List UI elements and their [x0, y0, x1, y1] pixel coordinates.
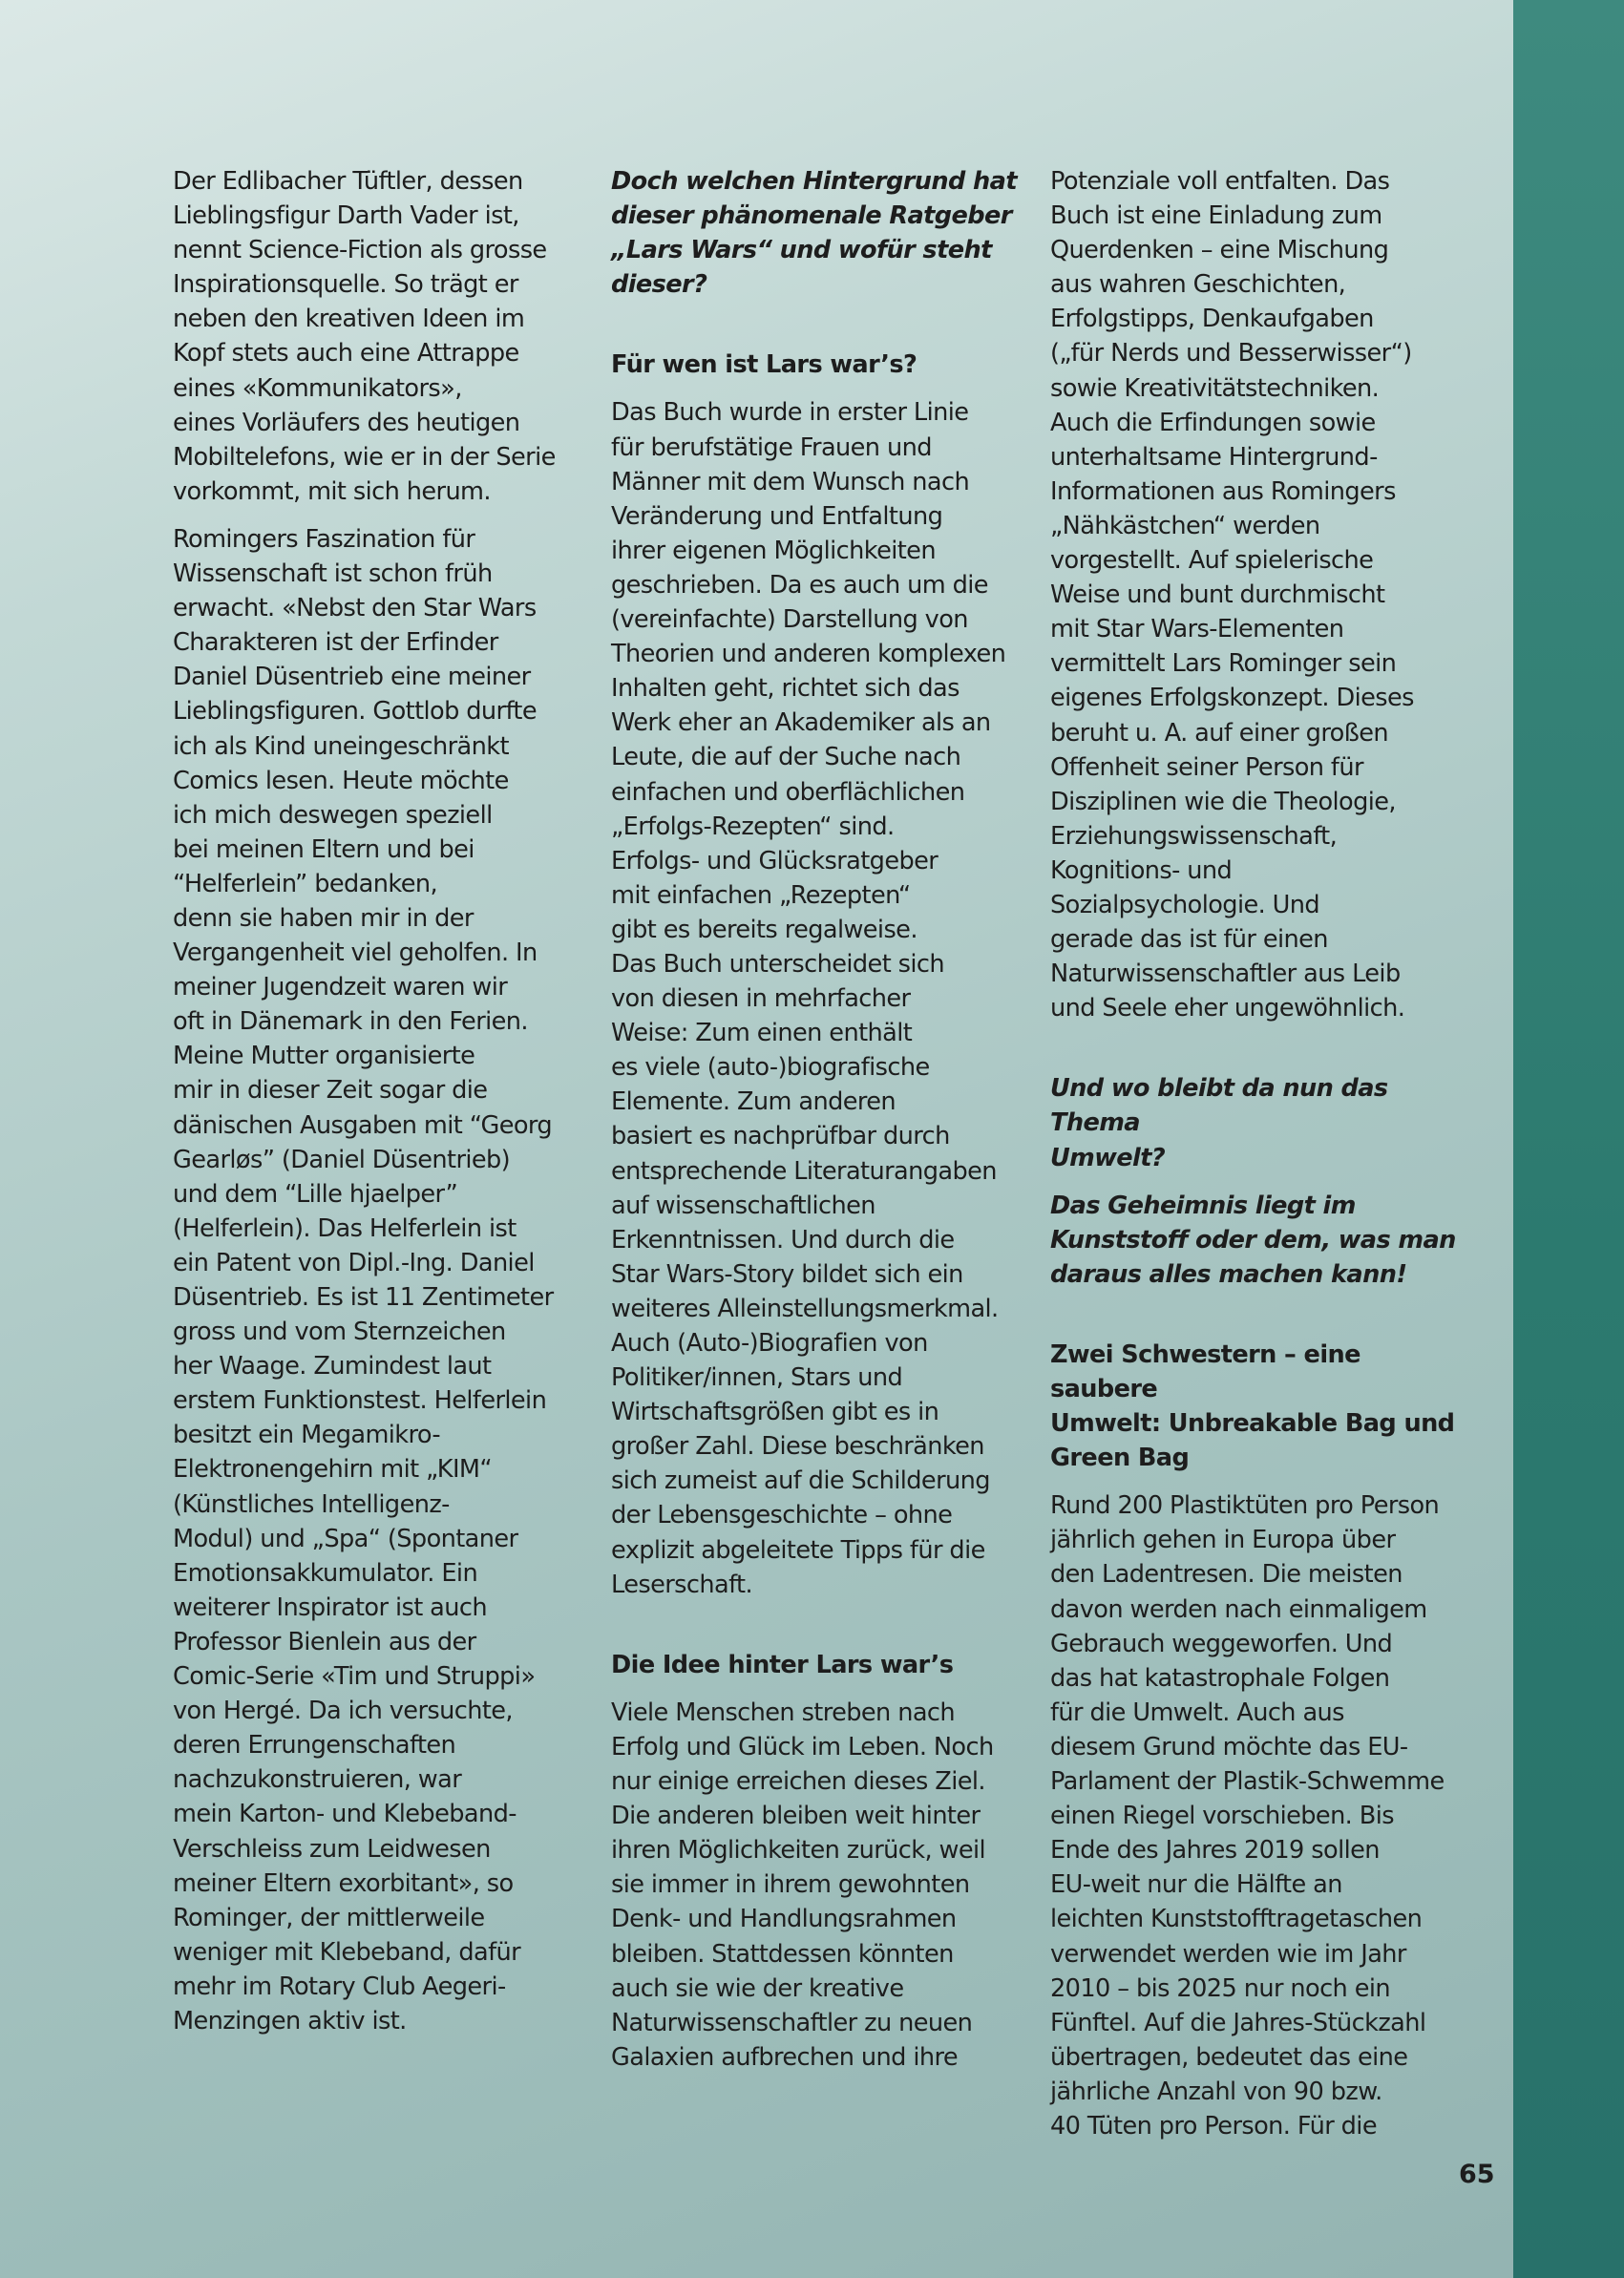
text-line: Denk- und Handlungsrahmen [611, 1905, 957, 1934]
article-column-1 [173, 164, 579, 2052]
text-line: erwacht. «Nebst den Star Wars [173, 594, 537, 623]
text-line: neben den kreativen Ideen im [173, 305, 525, 334]
text-line: Green Bag [1050, 1444, 1190, 1473]
text-line: eines «Kommunikators», [173, 373, 462, 403]
text-line: nachzukonstruieren, war [173, 1765, 462, 1795]
text-line: vorgestellt. Auf spielerische [1050, 546, 1374, 576]
text-line: dieser phänomenale Ratgeber [611, 201, 1012, 231]
text-line: Auch die Erfindungen sowie [1050, 408, 1376, 437]
text-line: Viele Menschen streben nach [611, 1698, 955, 1727]
text-line: Daniel Düsentrieb eine meiner [173, 663, 531, 692]
body-paragraph [1050, 1488, 1456, 2143]
text-line: bleiben. Stattdessen könnten [611, 1939, 954, 1969]
text-line: Vergangenheit viel geholfen. In [173, 939, 538, 968]
text-line: es viele (auto-)biografische [611, 1053, 930, 1083]
text-line: für berufstätige Frauen und [611, 432, 932, 462]
text-line: mein Karton- und Klebeband- [173, 1800, 517, 1829]
body-paragraph [173, 164, 579, 509]
text-line: nur einige erreichen dieses Ziel. [611, 1767, 985, 1797]
text-line: Der Edlibacher Tüftler, dessen [173, 167, 523, 196]
text-line: Erfolgs- und Glücksratgeber [611, 846, 939, 875]
text-line: Lieblingsfiguren. Gottlob durfte [173, 697, 538, 727]
article-column-2 [611, 164, 1017, 2088]
text-line: her Waage. Zumindest laut [173, 1352, 492, 1382]
section-heading: Die Idee hinter Lars war’s [611, 1650, 954, 1679]
text-line: Erfolg und Glück im Leben. Noch [611, 1732, 994, 1761]
body-paragraph [173, 522, 579, 2038]
text-line: vermittelt Lars Rominger sein [1050, 649, 1397, 679]
text-line: weiteres Alleinstellungsmerkmal. [611, 1294, 999, 1323]
text-line: leichten Kunststofftragetaschen [1050, 1905, 1423, 1934]
text-line: Ende des Jahres 2019 sollen [1050, 1836, 1380, 1866]
text-line: „Nähkästchen“ werden [1050, 511, 1320, 540]
text-line: Das Geheimnis liegt im [1050, 1191, 1356, 1220]
text-line: Elektronengehirn mit „KIM“ [173, 1455, 493, 1485]
text-line: Erziehungswissenschaft, [1050, 821, 1338, 851]
text-line: Veränderung und Entfaltung [611, 501, 943, 531]
text-line: Rominger, der mittlerweile [173, 1903, 485, 1932]
text-line: Politiker/innen, Stars und [611, 1363, 903, 1393]
body-paragraph [611, 1696, 1017, 2075]
text-line: Modul) und „Spa“ (Spontaner [173, 1524, 518, 1553]
text-line: mehr im Rotary Club Aegeri- [173, 1972, 506, 2001]
question-heading [1050, 1071, 1456, 1174]
body-paragraph [1050, 164, 1456, 1025]
section-heading: Für wen ist Lars war’s? [611, 350, 917, 380]
body-paragraph [611, 395, 1017, 1601]
text-line: Wissenschaft ist schon früh [173, 559, 493, 589]
text-line: beruht u. A. auf einer großen [1050, 718, 1389, 748]
text-line: besitzt ein Megamikro- [173, 1421, 441, 1450]
text-line: (vereinfachte) Darstellung von [611, 605, 968, 635]
text-line: eigenes Erfolgskonzept. Dieses [1050, 684, 1414, 713]
text-line: Und wo bleibt da nun das Thema [1050, 1074, 1388, 1138]
text-line: mit einfachen „Rezepten“ [611, 880, 911, 910]
text-line: dieser? [611, 270, 707, 300]
text-line: aus wahren Geschichten, [1050, 270, 1346, 300]
text-line: erstem Funktionstest. Helferlein [173, 1386, 547, 1416]
article-column-3 [1050, 164, 1456, 2157]
text-line: Auch (Auto-)Biografien von [611, 1329, 928, 1358]
text-line: Professor Bienlein aus der [173, 1627, 476, 1656]
text-line: Leute, die auf der Suche nach [611, 743, 961, 772]
text-line: gerade das ist für einen [1050, 925, 1328, 955]
text-line: Naturwissenschaftler aus Leib [1050, 960, 1401, 989]
text-line: auf wissenschaftlichen [611, 1191, 875, 1220]
text-line: gibt es bereits regalweise. [611, 915, 917, 944]
text-line: Querdenken – eine Mischung [1050, 236, 1389, 265]
text-line: Romingers Faszination für [173, 524, 475, 554]
text-line: Comics lesen. Heute möchte [173, 766, 509, 795]
text-line: Parlament der Plastik-Schwemme [1050, 1767, 1445, 1797]
text-line: entsprechende Literaturangaben [611, 1156, 997, 1186]
text-line: Offenheit seiner Person für [1050, 752, 1363, 782]
text-line: Menzingen aktiv ist. [173, 2006, 407, 2035]
text-line: einfachen und oberflächlichen [611, 777, 965, 807]
text-line: großer Zahl. Diese beschränken [611, 1432, 984, 1462]
text-line: („für Nerds und Besserwisser“) [1050, 339, 1412, 369]
text-line: mir in dieser Zeit sogar die [173, 1076, 488, 1106]
text-line: Kunststoff oder dem, was man [1050, 1225, 1456, 1255]
text-line: einen Riegel vorschieben. Bis [1050, 1802, 1394, 1831]
text-line: jährliche Anzahl von 90 bzw. [1050, 2077, 1382, 2106]
text-line: verwendet werden wie im Jahr [1050, 1939, 1406, 1969]
text-line: Gebrauch weggeworfen. Und [1050, 1629, 1393, 1658]
text-line: geschrieben. Da es auch um die [611, 570, 988, 600]
text-line: Gearløs” (Daniel Düsentrieb) [173, 1145, 511, 1174]
text-line: ich als Kind uneingeschränkt [173, 731, 509, 761]
text-line: Informationen aus Romingers [1050, 476, 1396, 506]
text-line: „Lars Wars“ und wofür steht [611, 236, 992, 265]
text-line: daraus alles machen kann! [1050, 1259, 1407, 1289]
text-line: auch sie wie der kreative [611, 1973, 904, 2003]
text-line: Das Buch wurde in erster Linie [611, 398, 969, 428]
text-line: Elemente. Zum anderen [611, 1087, 896, 1117]
text-line: EU-weit nur die Hälfte an [1050, 1870, 1342, 1900]
text-line: Comic-Serie «Tim und Struppi» [173, 1662, 536, 1692]
text-line: vorkommt, mit sich herum. [173, 476, 491, 506]
text-line: bei meinen Eltern und bei [173, 834, 475, 864]
text-line: mit Star Wars-Elementen [1050, 615, 1344, 644]
text-line: deren Errungenschaften [173, 1731, 456, 1761]
text-line: ich mich deswegen speziell [173, 800, 493, 830]
text-line: “Helferlein” bedanken, [173, 869, 437, 898]
text-line: unterhaltsame Hintergrund- [1050, 442, 1378, 472]
text-line: weniger mit Klebeband, dafür [173, 1937, 521, 1967]
text-line: davon werden nach einmaligem [1050, 1594, 1427, 1624]
text-line: Männer mit dem Wunsch nach [611, 467, 970, 496]
text-line: Doch welchen Hintergrund hat [611, 167, 1017, 196]
section-heading [1050, 1338, 1456, 1475]
text-line: 40 Tüten pro Person. Für die [1050, 2111, 1377, 2141]
text-line: explizit abgeleitete Tipps für die [611, 1535, 985, 1565]
side-color-band [1513, 0, 1624, 2278]
text-line: Naturwissenschaftler zu neuen [611, 2008, 973, 2037]
text-line: Rund 200 Plastiktüten pro Person [1050, 1491, 1440, 1521]
text-line: Kognitions- und [1050, 855, 1233, 885]
text-line: Fünftel. Auf die Jahres-Stückzahl [1050, 2008, 1426, 2037]
text-line: denn sie haben mir in der [173, 903, 474, 933]
text-line: Star Wars-Story bildet sich ein [611, 1259, 963, 1289]
text-line: Inspirationsquelle. So trägt er [173, 270, 518, 300]
text-line: das hat katastrophale Folgen [1050, 1663, 1390, 1693]
text-line: sich zumeist auf die Schilderung [611, 1466, 990, 1496]
text-line: Weise und bunt durchmischt [1050, 580, 1385, 610]
text-line: Potenziale voll entfalten. Das [1050, 167, 1390, 196]
text-line: sowie Kreativitätstechniken. [1050, 373, 1380, 403]
text-line: für die Umwelt. Auch aus [1050, 1698, 1344, 1727]
text-line: „Erfolgs-Rezepten“ sind. [611, 812, 895, 841]
text-line: Inhalten geht, richtet sich das [611, 674, 960, 704]
answer-highlight [1050, 1189, 1456, 1292]
text-line: Verschleiss zum Leidwesen [173, 1834, 491, 1864]
page-number: 65 [1459, 2160, 1495, 2189]
text-line: meiner Eltern exorbitant», so [173, 1868, 514, 1898]
text-line: sie immer in ihrem gewohnten [611, 1870, 970, 1900]
text-line: Lieblingsfigur Darth Vader ist, [173, 201, 519, 231]
lead-question [611, 164, 1017, 302]
text-line: der Lebensgeschichte – ohne [611, 1501, 953, 1530]
text-line: Galaxien aufbrechen und ihre [611, 2042, 958, 2072]
text-line: Buch ist eine Einladung zum [1050, 201, 1382, 231]
text-line: Umwelt: Unbreakable Bag und [1050, 1409, 1455, 1439]
text-line: ihren Möglichkeiten zurück, weil [611, 1836, 986, 1866]
text-line: Das Buch unterscheidet sich [611, 949, 944, 979]
text-line: Charakteren ist der Erfinder [173, 628, 498, 658]
text-line: Sozialpsychologie. Und [1050, 890, 1320, 919]
text-line: und dem “Lille hjaelper” [173, 1179, 458, 1209]
text-line: Theorien und anderen komplexen [611, 640, 1006, 669]
text-line: Kopf stets auch eine Attrappe [173, 339, 519, 369]
text-line: Werk eher an Akademiker als an [611, 708, 991, 738]
text-line: Weise: Zum einen enthält [611, 1019, 913, 1048]
text-line: gross und vom Sternzeichen [173, 1318, 506, 1347]
text-line: weiterer Inspirator ist auch [173, 1592, 487, 1622]
text-line: Umwelt? [1050, 1143, 1166, 1172]
text-line: nennt Science-Fiction als grosse [173, 236, 547, 265]
text-line: (Helferlein). Das Helferlein ist [173, 1213, 517, 1243]
text-line: Zwei Schwestern – eine saubere [1050, 1339, 1360, 1403]
text-line: von Hergé. Da ich versuchte, [173, 1697, 513, 1726]
text-line: von diesen in mehrfacher [611, 984, 911, 1014]
text-line: 2010 – bis 2025 nur noch ein [1050, 1973, 1390, 2003]
text-line: (Künstliches Intelligenz- [173, 1489, 450, 1519]
text-line: Erfolgstipps, Denkaufgaben [1050, 305, 1374, 334]
text-line: ihrer eigenen Möglichkeiten [611, 536, 936, 565]
text-line: Disziplinen wie die Theologie, [1050, 787, 1396, 816]
text-line: Meine Mutter organisierte [173, 1042, 475, 1071]
text-line: dänischen Ausgaben mit “Georg [173, 1110, 553, 1140]
text-line: eines Vorläufers des heutigen [173, 408, 520, 437]
text-line: Düsentrieb. Es ist 11 Zentimeter [173, 1283, 554, 1312]
text-line: und Seele eher ungewöhnlich. [1050, 994, 1405, 1023]
text-line: Wirtschaftsgrößen gibt es in [611, 1398, 939, 1427]
text-line: Erkenntnissen. Und durch die [611, 1225, 955, 1255]
text-line: Emotionsakkumulator. Ein [173, 1558, 478, 1588]
text-line: Mobiltelefons, wie er in der Serie [173, 442, 556, 472]
text-line: ein Patent von Dipl.-Ing. Daniel [173, 1248, 535, 1277]
text-line: diesem Grund möchte das EU- [1050, 1732, 1408, 1761]
text-line: Die anderen bleiben weit hinter [611, 1802, 981, 1831]
text-line: meiner Jugendzeit waren wir [173, 973, 508, 1002]
text-line: oft in Dänemark in den Ferien. [173, 1007, 528, 1037]
text-line: übertragen, bedeutet das eine [1050, 2042, 1408, 2072]
text-line: Leserschaft. [611, 1570, 752, 1599]
text-line: basiert es nachprüfbar durch [611, 1122, 950, 1151]
text-line: jährlich gehen in Europa über [1050, 1526, 1396, 1555]
text-line: den Ladentresen. Die meisten [1050, 1560, 1403, 1590]
